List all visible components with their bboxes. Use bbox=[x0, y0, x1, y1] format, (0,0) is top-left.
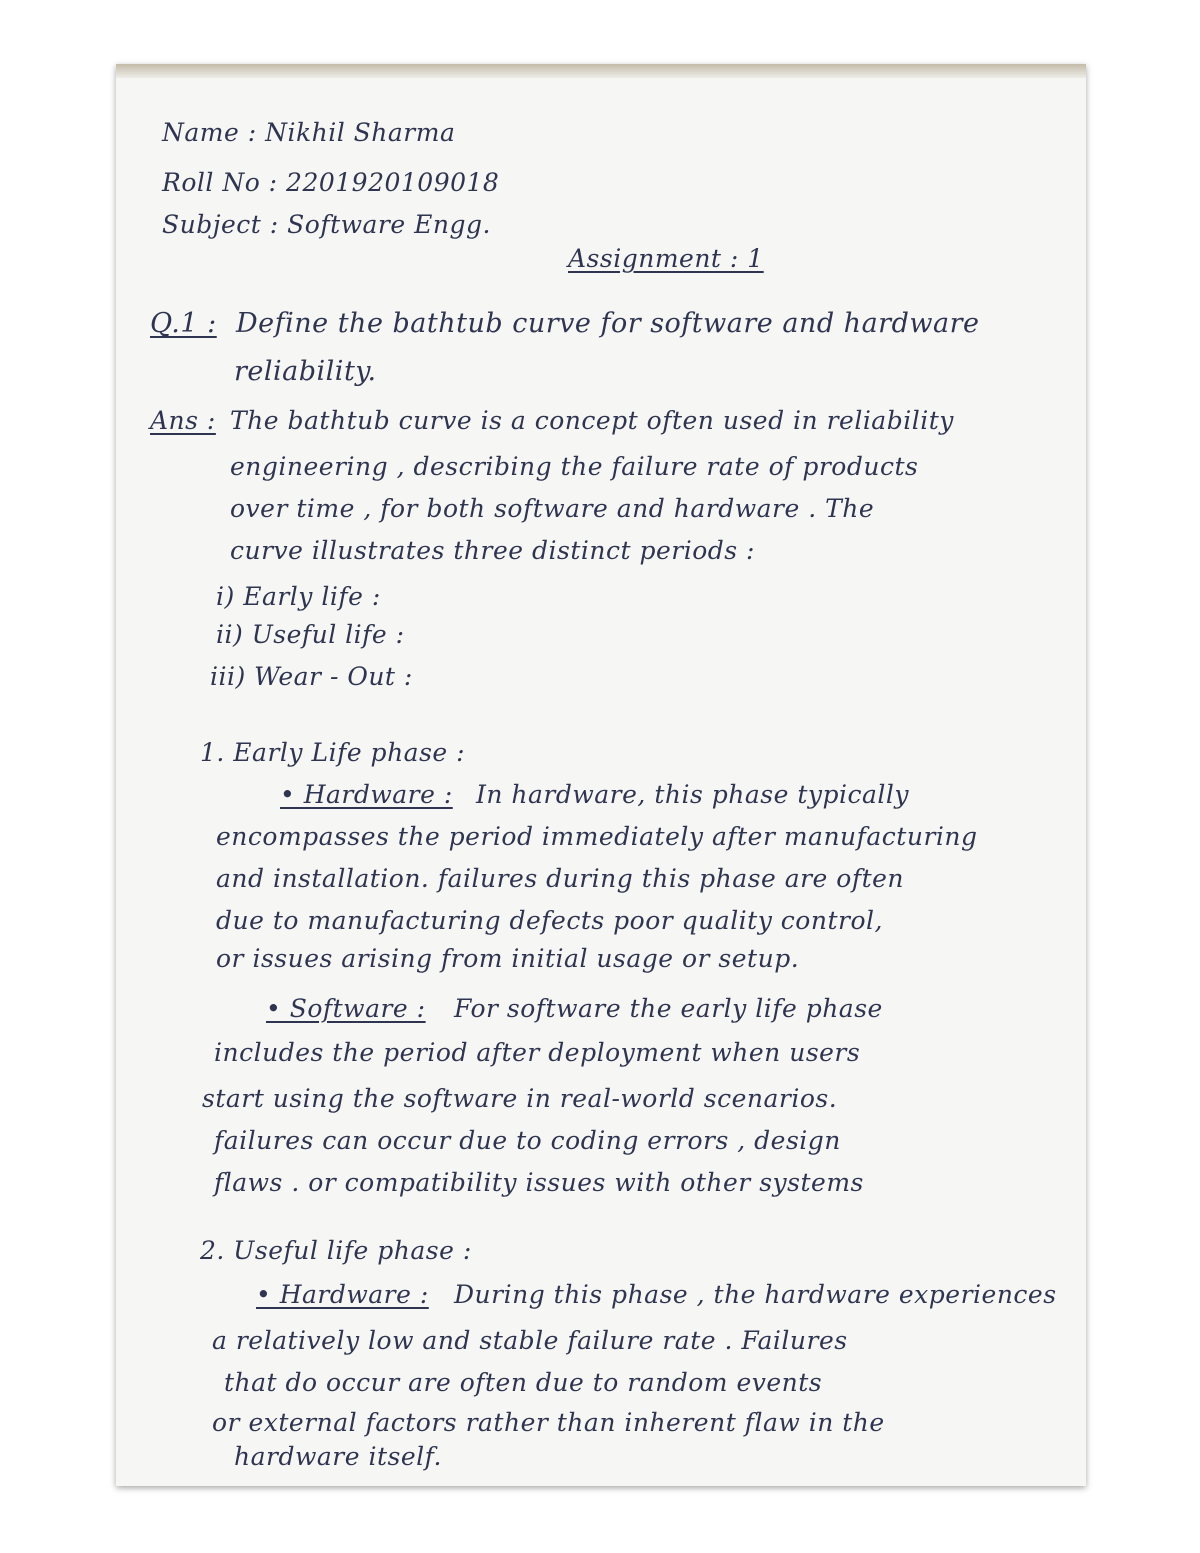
section1-software-line-3: start using the software in real-world scenarios. bbox=[202, 1084, 838, 1113]
answer-text-3: over time , for both software and hardware . The bbox=[230, 494, 875, 523]
question-text-1: Define the bathtub curve for software and hardware bbox=[236, 308, 980, 339]
question-label: Q.1 : bbox=[150, 308, 217, 339]
section1-heading: 1. Early Life phase : bbox=[200, 738, 466, 767]
section1-hardware-line-5: or issues arising from initial usage or setup. bbox=[216, 944, 800, 973]
section2-heading: 2. Useful life phase : bbox=[200, 1236, 472, 1265]
section1-hardware-line-2: encompasses the period immediately after manufacturing bbox=[216, 822, 978, 851]
assignment-title: Assignment : 1 bbox=[568, 244, 764, 273]
section2-hardware-line-2: a relatively low and stable failure rate . Failures bbox=[212, 1326, 848, 1355]
section1-software-line-4: failures can occur due to coding errors , design bbox=[214, 1126, 841, 1155]
section1-hardware-line-3: and installation. failures during this phase are often bbox=[216, 864, 905, 893]
student-name: Name : Nikhil Sharma bbox=[162, 118, 456, 147]
section2-hardware-line-5: hardware itself. bbox=[234, 1442, 442, 1471]
section1-software-line-1: For software the early life phase bbox=[454, 994, 883, 1023]
period-early-life: i) Early life : bbox=[216, 582, 381, 611]
section2-hardware-label: • Hardware : bbox=[256, 1280, 429, 1309]
question-text-2: reliability. bbox=[234, 356, 377, 387]
section1-software-label: • Software : bbox=[266, 994, 426, 1023]
section1-software-line-5: flaws . or compatibility issues with other systems bbox=[214, 1168, 864, 1197]
section2-hardware-line-3: that do occur are often due to random events bbox=[224, 1368, 823, 1397]
subject: Subject : Software Engg. bbox=[162, 210, 491, 239]
answer-label: Ans : bbox=[150, 406, 216, 435]
section1-hardware-line-1: In hardware, this phase typically bbox=[476, 780, 910, 809]
section1-hardware-label: • Hardware : bbox=[280, 780, 453, 809]
answer-text-2: engineering , describing the failure rate of products bbox=[230, 452, 919, 481]
section2-hardware-line-4: or external factors rather than inherent flaw in the bbox=[212, 1408, 885, 1437]
period-wear-out: iii) Wear - Out : bbox=[210, 662, 413, 691]
answer-text-1: The bathtub curve is a concept often used in reliability bbox=[230, 406, 954, 435]
section1-hardware-line-4: due to manufacturing defects poor quality control, bbox=[216, 906, 883, 935]
answer-text-4: curve illustrates three distinct periods : bbox=[230, 536, 755, 565]
section1-software-line-2: includes the period after deployment when users bbox=[214, 1038, 861, 1067]
section2-hardware-line-1: During this phase , the hardware experiences bbox=[454, 1280, 1057, 1309]
roll-number: Roll No : 2201920109018 bbox=[162, 168, 500, 197]
period-useful-life: ii) Useful life : bbox=[216, 620, 405, 649]
handwritten-page bbox=[116, 64, 1086, 1486]
